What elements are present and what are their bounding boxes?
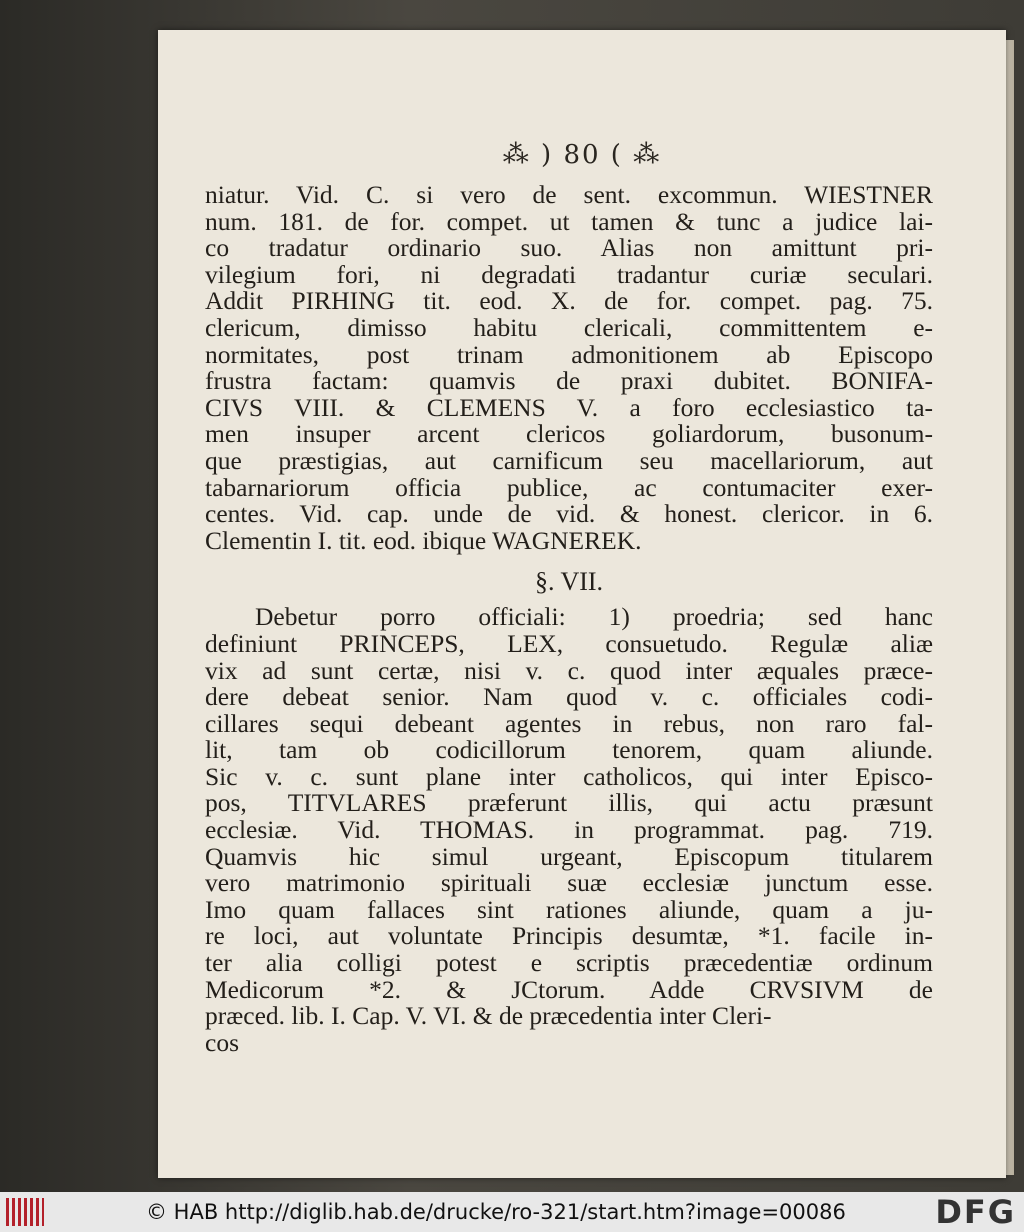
catchword: cos — [205, 1027, 239, 1057]
text-line: Imo quam fallaces sint rationes aliunde, quam a ju- — [205, 894, 933, 924]
text-line: pos, TITVLARES præferunt illis, qui actu præsunt — [205, 788, 933, 818]
text-line: normitates, post trinam admonitionem ab Episcopo — [205, 339, 933, 369]
text-line: Addit PIRHING tit. eod. X. de for. compet. pag. 75. — [205, 286, 933, 316]
paragraph-before — [205, 182, 933, 554]
text-line: centes. Vid. cap. unde de vid. & honest. clericor. in 6. — [205, 499, 933, 529]
library-logo-icon — [6, 1198, 44, 1226]
paragraph-after — [205, 604, 933, 1030]
text-line: præced. lib. I. Cap. V. VI. & de præcedentia inter Cleri- — [205, 1001, 772, 1031]
dfg-logo: DFG — [935, 1193, 1016, 1231]
text-line: tabarnariorum officia publice, ac contumaciter exer- — [205, 472, 933, 502]
text-line: CIVS VIII. & CLEMENS V. a foro ecclesiastico ta- — [205, 392, 933, 422]
text-line: dere debeat senior. Nam quod v. c. officiales codi- — [205, 682, 933, 712]
page-text — [205, 182, 933, 1056]
text-line: que præstigias, aut carnificum seu macellariorum, aut — [205, 445, 933, 475]
text-line: men insuper arcent clericos goliardorum, busonum- — [205, 419, 933, 449]
text-line: lit, tam ob codicillorum tenorem, quam aliunde. — [205, 735, 933, 765]
text-line: vilegium fori, ni degradati tradantur curiæ seculari. — [205, 259, 933, 289]
text-line: definiunt PRINCEPS, LEX, consuetudo. Regulæ aliæ — [205, 628, 933, 658]
text-line: frustra factam: quamvis de praxi dubitet. BONIFA- — [205, 366, 933, 396]
text-line: co tradatur ordinario suo. Alias non amittunt pri- — [205, 233, 933, 263]
text-line: Quamvis hic simul urgeant, Episcopum titularem — [205, 841, 933, 871]
text-line: cillares sequi debeant agentes in rebus, non raro fal- — [205, 708, 933, 738]
text-line: Medicorum *2. & JCtorum. Adde CRVSIVM de — [205, 974, 933, 1004]
text-line: ecclesiæ. Vid. THOMAS. in programmat. pag. 719. — [205, 815, 933, 845]
page-header: ⁂ ) 80 ( ⁂ — [502, 140, 662, 170]
text-line: niatur. Vid. C. si vero de sent. excommun. WIESTNER — [205, 180, 933, 209]
section-heading: §. VII. — [534, 567, 604, 597]
footer-bar — [0, 1192, 1024, 1232]
text-line: ter alia colligi potest e scriptis præcedentiæ ordinum — [205, 948, 933, 978]
text-line: Sic v. c. sunt plane inter catholicos, qui inter Episco- — [205, 761, 933, 791]
text-line: vix ad sunt certæ, nisi v. c. quod inter æquales præce- — [205, 655, 933, 685]
copyright-link[interactable]: © HAB http://diglib.hab.de/drucke/ro-321/start.htm?image=00086 — [146, 1200, 846, 1224]
text-line: Clementin I. tit. eod. ibique WAGNEREK. — [205, 525, 642, 555]
text-line: Debetur porro officiali: 1) proedria; sed hanc — [255, 602, 933, 632]
text-line: clericum, dimisso habitu clericali, committentem e- — [205, 312, 933, 342]
text-line: re loci, aut voluntate Principis desumtæ, *1. facile in- — [205, 921, 933, 951]
text-line: num. 181. de for. compet. ut tamen & tunc a judice lai- — [205, 206, 933, 236]
text-line: vero matrimonio spirituali suæ ecclesiæ junctum esse. — [205, 868, 933, 898]
